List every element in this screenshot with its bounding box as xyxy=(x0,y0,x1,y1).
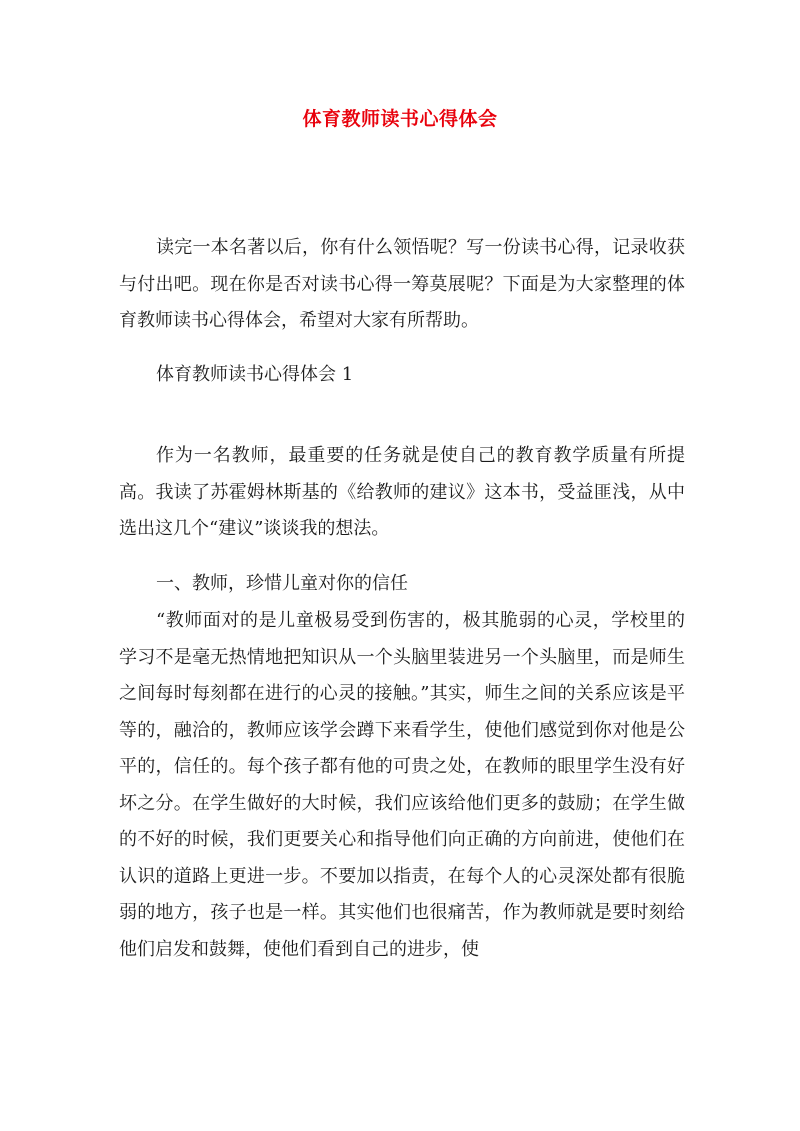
intro-paragraph: 读完一本名著以后，你有什么领悟呢？写一份读书心得，记录收获与付出吧。现在你是否对读书心得一筹莫展呢？下面是为大家整理的体育教师读书心得体会，希望对大家有所帮助。 xyxy=(119,237,685,331)
paragraph-1: 作为一名教师，最重要的任务就是使自己的教育教学质量有所提高。我读了苏霍姆林斯基的《给教师的建议》这本书，受益匪浅，从中选出这几个“建议”谈谈我的想法。 xyxy=(119,445,685,539)
paragraph-2: “教师面对的是儿童极易受到伤害的，极其脆弱的心灵，学校里的学习不是毫无热情地把知识从一个头脑里装进另一个头脑里，而是师生之间每时每刻都在进行的心灵的接触。”其实，师生之间的关系应该是平等的，融洽的，教师应该学会蹲下来看学生，使他们感觉到你对他是公平的，信任的。每个孩子都有他的可贵之处，在教师的眼里学生没有好坏之分。在学生做好的大时候，我们应该给他们更多的鼓励；在学生做的不好的时候，我们更要关心和指导他们向正确的方向前进，使他们在认识的道路上更进一步。不要加以指责，在每个人的心灵深处都有很脆弱的地方，孩子也是一样。其实他们也很痛苦，作为教师就是要时刻给他们启发和鼓舞，使他们看到自己的进步，使 xyxy=(119,610,685,960)
document-title: 体育教师读书心得体会 xyxy=(302,108,498,130)
subheading-1: 一、教师，珍惜儿童对你的信任 xyxy=(156,573,408,594)
section-heading: 体育教师读书心得体会 1 xyxy=(156,364,354,385)
